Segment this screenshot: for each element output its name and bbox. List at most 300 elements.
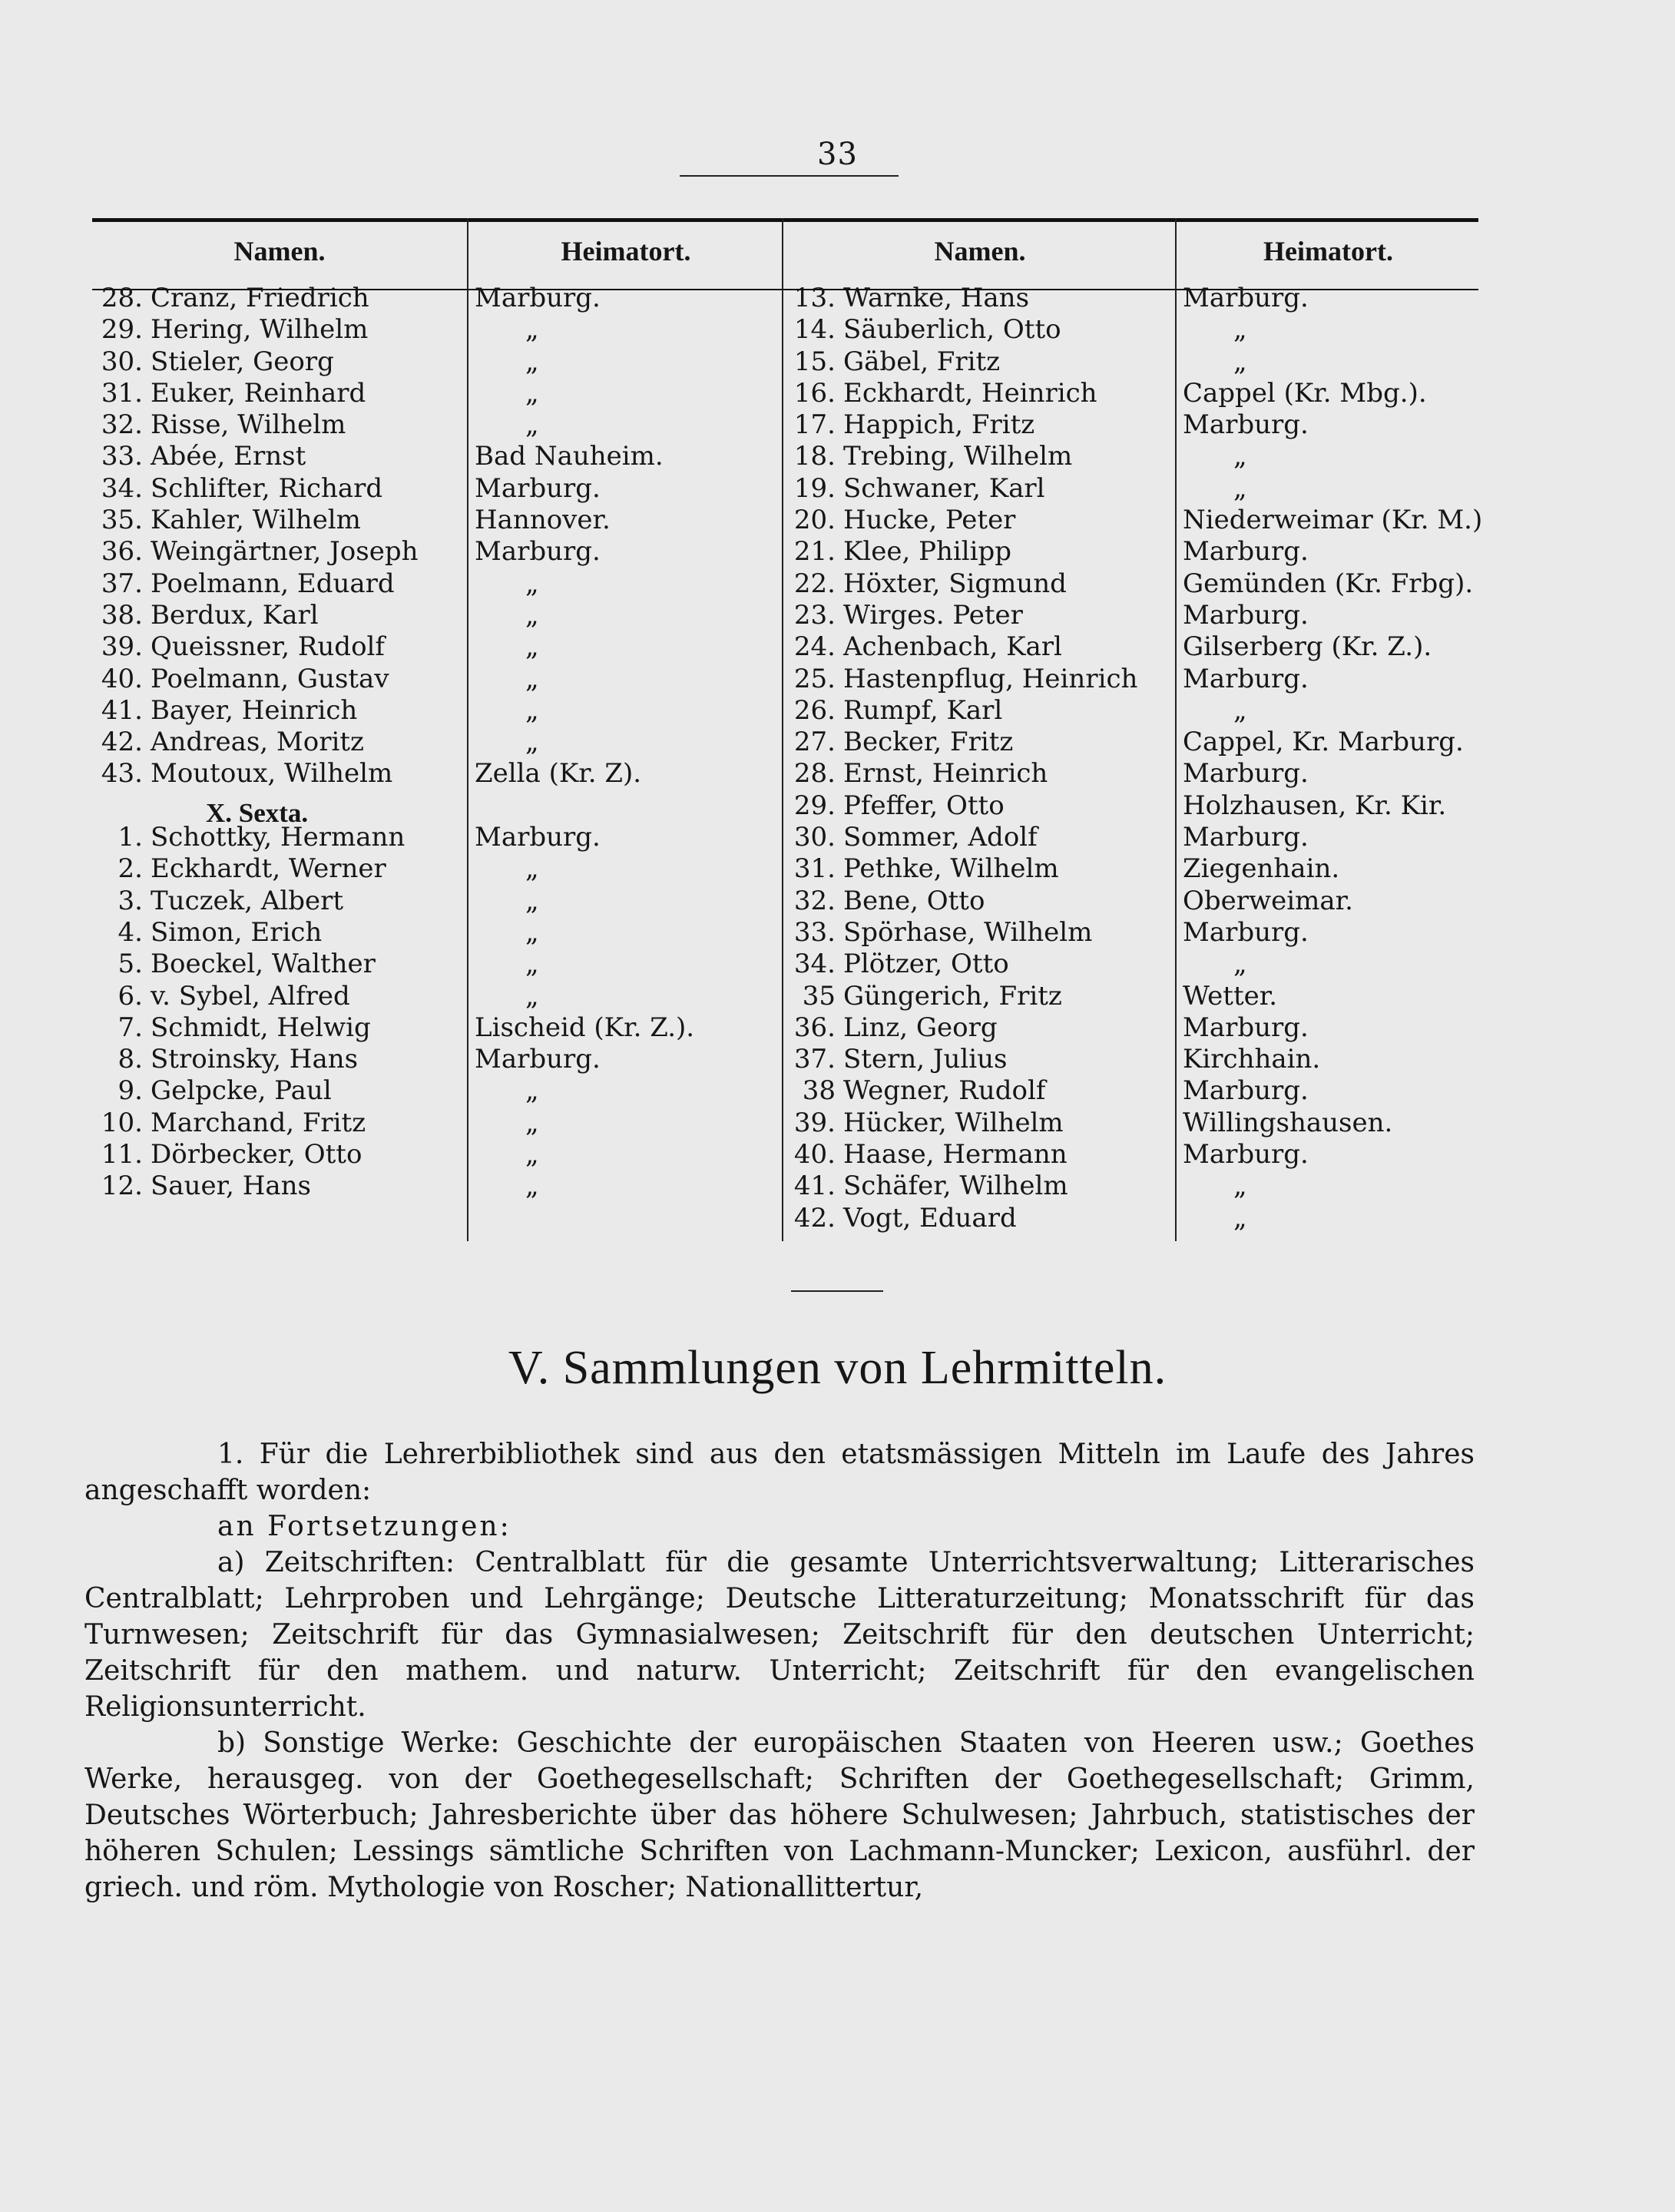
row-number: 21.: [793, 536, 836, 568]
hometown: Cappel (Kr. Mbg.).: [1183, 377, 1427, 409]
table-row: [92, 1075, 467, 1107]
table-row: [1178, 536, 1478, 568]
row-number: 6.: [118, 980, 143, 1012]
student-name: Sauer, Hans: [151, 1171, 311, 1202]
student-name: Stieler, Georg: [151, 346, 334, 377]
student-name: Plötzer, Otto: [843, 949, 1009, 980]
row-number: 37.: [793, 1044, 836, 1075]
table-row: [785, 853, 1175, 885]
row-number: 32.: [101, 409, 143, 441]
table-row: [92, 1012, 467, 1044]
hometown: Hannover.: [475, 505, 611, 536]
student-name: Klee, Philipp: [843, 536, 1012, 568]
table-row: [470, 1139, 782, 1171]
right-places-column: [1178, 218, 1483, 1234]
table-row: [785, 758, 1175, 790]
table-row: [92, 1139, 467, 1171]
table-row: [785, 1012, 1175, 1044]
table-row: [785, 1203, 1175, 1234]
table-row: [1178, 664, 1478, 695]
table-row: [1178, 1108, 1478, 1139]
ditto-mark: „: [525, 885, 539, 916]
row-number: 28.: [101, 283, 143, 313]
row-number: 41.: [101, 694, 143, 726]
table-row: [785, 949, 1175, 980]
ditto-mark: „: [1233, 1171, 1247, 1202]
hometown: Marburg.: [1183, 1075, 1309, 1107]
row-number: 17.: [793, 409, 836, 441]
student-name: Tuczek, Albert: [151, 885, 344, 916]
table-row: [1178, 1012, 1478, 1044]
student-name: Schmidt, Helwig: [151, 1012, 371, 1043]
hometown: Oberweimar.: [1183, 885, 1353, 916]
student-name: Andreas, Moritz: [151, 727, 364, 758]
table-row: [92, 346, 467, 378]
table-row: [1178, 822, 1478, 853]
ditto-mark: „: [1233, 949, 1247, 980]
table-row: [1178, 473, 1478, 505]
table-row: [785, 568, 1175, 600]
row-number: 31.: [793, 853, 836, 885]
column-divider: [1175, 218, 1177, 1241]
student-name: Sommer, Adolf: [843, 822, 1038, 853]
row-number: 39.: [101, 631, 143, 663]
hometown: Marburg.: [475, 822, 601, 853]
table-row: [785, 1075, 1175, 1107]
hometown: Marburg.: [1183, 1012, 1309, 1043]
row-number: 15.: [793, 346, 836, 377]
ditto-mark: „: [525, 599, 539, 631]
ditto-mark: „: [525, 663, 539, 694]
hometown: Marburg.: [475, 472, 601, 504]
ditto-mark: „: [525, 314, 539, 346]
row-number: 43.: [101, 758, 143, 790]
table-row: [785, 917, 1175, 949]
table-row: [1178, 1171, 1478, 1202]
table-row: [1178, 1203, 1478, 1234]
row-number: 34.: [793, 949, 836, 980]
table-row: [785, 664, 1175, 695]
row-number: 36.: [793, 1012, 836, 1043]
hometown: Gemünden (Kr. Frbg).: [1183, 568, 1474, 599]
hometown: Marburg.: [1183, 409, 1309, 441]
table-row: [1178, 853, 1478, 885]
table-row: [1178, 505, 1483, 536]
hometown: Bad Nauheim.: [475, 441, 664, 472]
table-row: [785, 536, 1175, 568]
table-row: [1178, 981, 1478, 1012]
table-row: [470, 346, 782, 378]
student-name: Stroinsky, Hans: [151, 1044, 359, 1075]
table-row: [1178, 441, 1478, 472]
header-names-right: Namen.: [934, 236, 1026, 267]
row-number: 38: [802, 1075, 836, 1107]
student-name: Wirges. Peter: [843, 599, 1023, 631]
student-name: Berdux, Karl: [151, 599, 319, 631]
ditto-mark: „: [1233, 441, 1247, 472]
table-row: [470, 727, 782, 758]
hometown: Marburg.: [475, 283, 601, 313]
table-row: [92, 568, 467, 600]
table-row: [92, 378, 467, 409]
hometown: Gilserberg (Kr. Z.).: [1183, 631, 1432, 663]
table-row: [92, 473, 467, 505]
row-number: 34.: [101, 472, 143, 504]
student-name: Warnke, Hans: [843, 283, 1030, 313]
table-row: [470, 441, 782, 472]
table-row: [1178, 1075, 1478, 1107]
table-row: [785, 346, 1175, 378]
hometown: Lischeid (Kr. Z.).: [475, 1012, 695, 1043]
table-row: [470, 600, 782, 631]
row-number: 2.: [118, 853, 143, 885]
table-row: [92, 917, 467, 949]
table-row: [470, 1075, 782, 1107]
hometown: Niederweimar (Kr. M.): [1183, 505, 1483, 536]
table-row: [1178, 727, 1478, 758]
hometown: Marburg.: [1183, 1139, 1309, 1171]
paragraph-continuations: an Fortsetzungen:: [217, 1511, 511, 1542]
student-name: Ernst, Heinrich: [843, 758, 1048, 790]
table-row: [1178, 949, 1478, 980]
student-table: [92, 218, 1483, 1241]
student-name: Wegner, Rudolf: [843, 1075, 1046, 1107]
table-row: [92, 664, 467, 695]
ditto-mark: „: [1233, 694, 1247, 726]
row-number: 30.: [101, 346, 143, 377]
row-number: 36.: [101, 536, 143, 568]
table-row: [1178, 631, 1478, 663]
table-row: [1178, 695, 1478, 727]
table-row: [92, 631, 467, 663]
student-name: Schwaner, Karl: [843, 472, 1045, 504]
row-number: 25.: [793, 663, 836, 694]
paragraph-journals: a) Zeitschriften: Centralblatt für die gesamte Unterrichtsverwaltung; Litterarisches Centralblatt; Lehrproben und Lehrgänge; Deutsche Litteraturzeitung; Monatsschrift für das Turnwesen; Zeitschrift für das Gymnasialwesen; Zeitschrift für den deutschen Unterricht; Zeitschrift für den mathem. und naturw. Unterricht; Zeitschrift für den evangelischen Religionsunterricht.: [84, 1547, 1475, 1723]
student-name: Queissner, Rudolf: [151, 631, 386, 663]
row-number: 4.: [118, 916, 143, 948]
table-row: [470, 886, 782, 917]
student-name: Dörbecker, Otto: [151, 1139, 362, 1171]
table-row: [92, 758, 467, 790]
row-number: 31.: [101, 377, 143, 409]
ditto-mark: „: [525, 631, 539, 663]
table-row: [92, 853, 467, 885]
row-number: 7.: [118, 1012, 143, 1043]
table-row: [785, 822, 1175, 853]
hometown: Kirchhain.: [1183, 1044, 1321, 1075]
left-names-column: [92, 218, 467, 1203]
student-name: Risse, Wilhelm: [151, 409, 346, 441]
table-row: [470, 378, 782, 409]
ditto-mark: „: [525, 853, 539, 885]
student-name: Simon, Erich: [151, 916, 323, 948]
table-row: [785, 695, 1175, 727]
class-section-title: X. Sexta.: [206, 797, 309, 828]
section-heading: V. Sammlungen von Lehrmitteln.: [508, 1342, 1167, 1394]
ditto-mark: „: [525, 1171, 539, 1202]
row-number: 14.: [793, 314, 836, 346]
table-row: [1178, 600, 1478, 631]
table-row: [1178, 1139, 1478, 1171]
row-number: 18.: [793, 441, 836, 472]
student-name: Gäbel, Fritz: [843, 346, 1001, 377]
row-number: 42.: [793, 1202, 836, 1233]
table-row: [785, 1108, 1175, 1139]
student-name: Hucke, Peter: [843, 505, 1016, 536]
ditto-mark: „: [525, 916, 539, 948]
table-row: [92, 536, 467, 568]
table-row: [785, 505, 1175, 536]
row-number: 38.: [101, 599, 143, 631]
table-row: [1178, 568, 1478, 600]
table-row: [470, 314, 782, 346]
table-row: [785, 409, 1175, 441]
table-row: [92, 886, 467, 917]
table-row: [470, 949, 782, 980]
table-row: [470, 1012, 782, 1044]
hometown: Willingshausen.: [1183, 1107, 1393, 1138]
row-number: 9.: [118, 1075, 143, 1107]
table-row: [1178, 758, 1478, 790]
row-number: 30.: [793, 822, 836, 853]
table-row: [92, 695, 467, 727]
student-name: v. Sybel, Alfred: [151, 980, 350, 1012]
row-number: 16.: [793, 377, 836, 409]
table-row: [470, 631, 782, 663]
student-name: Pethke, Wilhelm: [843, 853, 1059, 885]
row-number: 23.: [793, 599, 836, 631]
row-number: 40.: [793, 1139, 836, 1171]
table-row: [785, 473, 1175, 505]
row-number: 12.: [101, 1171, 143, 1202]
row-number: 3.: [118, 885, 143, 916]
hometown: Marburg.: [1183, 822, 1309, 853]
table-row: [785, 441, 1175, 472]
table-row: [1178, 790, 1478, 822]
ditto-mark: „: [525, 1107, 539, 1138]
student-name: Linz, Georg: [843, 1012, 998, 1043]
table-row: [470, 758, 782, 790]
table-row: [92, 981, 467, 1012]
row-number: 29.: [793, 790, 836, 821]
page-number: 33: [817, 137, 858, 172]
row-number: 35: [802, 980, 836, 1012]
table-row: [92, 1044, 467, 1075]
student-name: Haase, Hermann: [843, 1139, 1068, 1171]
row-number: 39.: [793, 1107, 836, 1138]
hometown: Marburg.: [1183, 916, 1309, 948]
ditto-mark: „: [1233, 472, 1247, 504]
table-row: [470, 981, 782, 1012]
hometown: Marburg.: [1183, 536, 1309, 568]
table-row: [470, 409, 782, 441]
table-row: [92, 1171, 467, 1202]
table-row: [1178, 314, 1478, 346]
table-row: [785, 1139, 1175, 1171]
right-names-column: [785, 218, 1175, 1234]
student-name: Bayer, Heinrich: [151, 694, 358, 726]
hometown: Zella (Kr. Z).: [475, 758, 642, 790]
student-name: Schäfer, Wilhelm: [843, 1171, 1068, 1202]
student-name: Becker, Fritz: [843, 727, 1014, 758]
table-row: [785, 314, 1175, 346]
student-name: Marchand, Fritz: [151, 1107, 366, 1138]
row-number: 20.: [793, 505, 836, 536]
hometown: Wetter.: [1183, 980, 1278, 1012]
ditto-mark: „: [525, 568, 539, 599]
header-names-left: Namen.: [233, 236, 326, 267]
row-number: 33.: [101, 441, 143, 472]
table-row: [785, 886, 1175, 917]
student-name: Hastenpflug, Heinrich: [843, 663, 1138, 694]
table-row: [470, 917, 782, 949]
table-row: [470, 1108, 782, 1139]
ditto-mark: „: [1233, 346, 1247, 377]
hometown: Ziegenhain.: [1183, 853, 1340, 885]
ditto-mark: „: [1233, 314, 1247, 346]
ditto-mark: „: [525, 346, 539, 377]
student-name: Pfeffer, Otto: [843, 790, 1005, 821]
hometown: Marburg.: [1183, 758, 1309, 790]
student-name: Happich, Fritz: [843, 409, 1035, 441]
table-row: [785, 631, 1175, 663]
row-number: 24.: [793, 631, 836, 663]
row-number: 10.: [101, 1107, 143, 1138]
left-places-column: [470, 218, 782, 1203]
table-row: [470, 1171, 782, 1202]
student-name: Hücker, Wilhelm: [843, 1107, 1064, 1138]
table-row: [92, 409, 467, 441]
table-row: [785, 1044, 1175, 1075]
row-number: 33.: [793, 916, 836, 948]
student-name: Bene, Otto: [843, 885, 985, 916]
table-row: [1178, 346, 1478, 378]
student-name: Schottky, Hermann: [151, 822, 406, 853]
student-name: Gelpcke, Paul: [151, 1075, 332, 1107]
row-number: 26.: [793, 694, 836, 726]
student-name: Trebing, Wilhelm: [843, 441, 1073, 472]
column-divider: [782, 218, 783, 1241]
table-row: [1178, 409, 1478, 441]
table-row: [470, 568, 782, 600]
row-number: 29.: [101, 314, 143, 346]
student-name: Eckhardt, Heinrich: [843, 377, 1097, 409]
hometown: Holzhausen, Kr. Kir.: [1183, 790, 1447, 821]
table-row: [92, 314, 467, 346]
student-name: Höxter, Sigmund: [843, 568, 1067, 599]
table-row: [1178, 917, 1478, 949]
paragraph-library-intro: 1. Für die Lehrerbibliothek sind aus den etatsmässigen Mitteln im Laufe des Jahres angeschafft worden:: [84, 1439, 1475, 1506]
student-name: Stern, Julius: [843, 1044, 1008, 1075]
table-row: [470, 664, 782, 695]
student-name: Euker, Reinhard: [151, 377, 366, 409]
student-name: Poelmann, Gustav: [151, 663, 389, 694]
ditto-mark: „: [525, 980, 539, 1012]
header-places-right: Heimatort.: [1263, 236, 1393, 267]
ditto-mark: „: [525, 1075, 539, 1107]
header-places-left: Heimatort.: [561, 236, 691, 267]
table-row: [470, 822, 782, 853]
row-number: 19.: [793, 472, 836, 504]
row-number: 27.: [793, 727, 836, 758]
row-number: 5.: [118, 949, 143, 980]
row-number: 37.: [101, 568, 143, 599]
table-row: [470, 473, 782, 505]
row-number: 41.: [793, 1171, 836, 1202]
student-name: Kahler, Wilhelm: [151, 505, 361, 536]
ditto-mark: „: [525, 727, 539, 758]
hometown: Cappel, Kr. Marburg.: [1183, 727, 1464, 758]
table-row: [470, 536, 782, 568]
spacer: [470, 790, 782, 822]
table-row: [92, 600, 467, 631]
ditto-mark: „: [525, 694, 539, 726]
table-row: [785, 1171, 1175, 1202]
column-divider: [467, 218, 468, 1241]
ditto-mark: „: [525, 377, 539, 409]
table-row: [470, 853, 782, 885]
row-number: 8.: [118, 1044, 143, 1075]
table-row: [92, 822, 467, 853]
student-name: Weingärtner, Joseph: [151, 536, 419, 568]
section-divider-rule: [791, 1290, 883, 1292]
student-name: Spörhase, Wilhelm: [843, 916, 1093, 948]
row-number: 1.: [118, 822, 143, 853]
student-name: Säuberlich, Otto: [843, 314, 1061, 346]
table-row: [92, 727, 467, 758]
table-row: [1178, 886, 1478, 917]
row-number: 28.: [793, 758, 836, 790]
ditto-mark: „: [525, 1139, 539, 1171]
table-row: [470, 1044, 782, 1075]
paragraph-other-works: b) Sonstige Werke: Geschichte der europäischen Staaten von Heeren usw.; Goethes Werke, herausgeg. von der Goethegesellschaft; Schriften der Goethegesellschaft; Grimm, Deutsches Wörterbuch; Jahresberichte über das höhere Schulwesen; Jahrbuch, statistisches der höheren Schulen; Lessings sämtliche Schriften von Lachmann-Muncker; Lexicon, ausführl. der griech. und röm. Mythologie von Roscher; Nationallittertur,: [84, 1727, 1475, 1903]
row-number: 35.: [101, 505, 143, 536]
student-name: Abée, Ernst: [151, 441, 306, 472]
student-name: Eckhardt, Werner: [151, 853, 386, 885]
row-number: 40.: [101, 663, 143, 694]
table-row: [92, 949, 467, 980]
row-number: 22.: [793, 568, 836, 599]
page-number-rule: [680, 175, 899, 177]
table-row: [92, 441, 467, 472]
student-name: Hering, Wilhelm: [151, 314, 369, 346]
student-name: Vogt, Eduard: [843, 1202, 1017, 1233]
table-row: [470, 695, 782, 727]
row-number: 13.: [793, 283, 836, 313]
table-row: [92, 1108, 467, 1139]
table-row: [1178, 378, 1478, 409]
student-name: Rumpf, Karl: [843, 694, 1003, 726]
table-row: [785, 727, 1175, 758]
table-row: [785, 600, 1175, 631]
hometown: Marburg.: [1183, 599, 1309, 631]
student-name: Poelmann, Eduard: [151, 568, 395, 599]
table-row: [785, 790, 1175, 822]
student-name: Schlifter, Richard: [151, 472, 383, 504]
table-row: [1178, 1044, 1478, 1075]
student-name: Güngerich, Fritz: [843, 980, 1062, 1012]
section-body: [84, 1436, 1475, 1906]
table-row: [785, 378, 1175, 409]
student-name: Moutoux, Wilhelm: [151, 758, 393, 790]
student-name: Boeckel, Walther: [151, 949, 376, 980]
hometown: Marburg.: [475, 1044, 601, 1075]
hometown: Marburg.: [475, 536, 601, 568]
hometown: Marburg.: [1183, 663, 1309, 694]
student-name: Achenbach, Karl: [843, 631, 1062, 663]
hometown: Marburg.: [1183, 283, 1309, 313]
row-number: 42.: [101, 727, 143, 758]
